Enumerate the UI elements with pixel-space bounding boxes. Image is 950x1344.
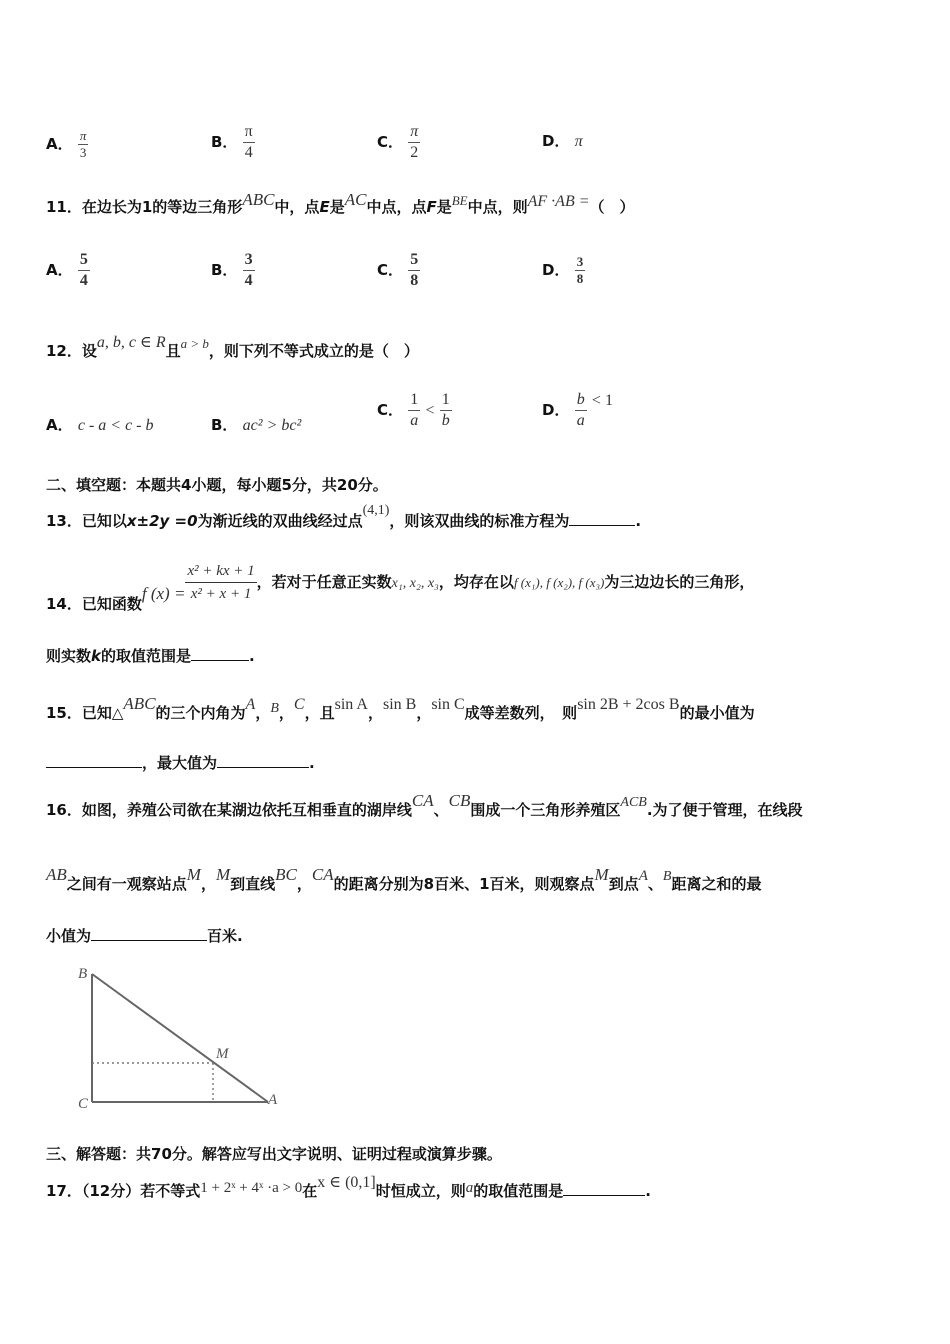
text: 到直线: [230, 875, 276, 893]
text: 15．已知△: [46, 704, 124, 722]
math: x₁, x₂, x₃: [391, 576, 439, 591]
denominator: 4: [79, 272, 88, 289]
option-label: B．: [211, 133, 238, 151]
math: CB: [448, 791, 471, 810]
numerator: 1: [408, 390, 420, 411]
text: 的三个内角为: [155, 704, 246, 722]
q14-line2: [46, 645, 255, 666]
math: sin C: [431, 696, 465, 713]
q10-option-d: [542, 130, 583, 151]
text: ，且: [304, 704, 335, 722]
q12-option-b: [211, 414, 301, 435]
option-label: A．: [46, 261, 73, 279]
option-label: A．: [46, 416, 73, 434]
side-ab: [92, 974, 268, 1102]
math: BE: [451, 193, 468, 208]
math-var: F: [426, 198, 437, 216]
text: 小值为: [46, 927, 92, 945]
fraction: [408, 390, 420, 431]
option-label: D．: [542, 132, 570, 150]
text: ，: [296, 875, 312, 893]
answer-blank[interactable]: [91, 926, 207, 941]
text: 成等差数列， 则: [464, 704, 578, 722]
text: 中，点: [274, 198, 320, 216]
math: M: [186, 865, 201, 884]
text: 、: [433, 801, 449, 819]
text: 围成一个三角形养殖区: [470, 801, 621, 819]
denominator: a: [410, 412, 419, 429]
text: 11．在边长为1的等边三角形: [46, 198, 243, 216]
text: ，: [416, 704, 432, 722]
option-label: C．: [377, 401, 404, 419]
option-label: B．: [211, 416, 238, 434]
option-label: C．: [377, 261, 404, 279]
triangle-figure: [70, 960, 290, 1120]
text: ，则下列不等式成立的是（ ）: [208, 342, 419, 360]
fraction: [243, 122, 255, 163]
option-label: C．: [377, 133, 404, 151]
option-label: D．: [542, 401, 570, 419]
text: 16．如图，养殖公司欲在某湖边依托互相垂直的湖岸线: [46, 801, 412, 819]
text: 14．已知函数: [46, 595, 142, 613]
math: A: [638, 868, 648, 884]
math: C: [293, 696, 305, 713]
math: (4,1): [362, 503, 390, 518]
text: 是: [436, 198, 452, 216]
numerator: 3: [243, 250, 255, 271]
text: 时恒成立，则: [375, 1182, 466, 1200]
section-heading: 三、解答题：共70分。解答应写出文字说明、证明过程或演算步骤。: [46, 1145, 502, 1163]
q12-option-d: [542, 390, 613, 431]
answer-blank[interactable]: [569, 511, 635, 526]
numerator: 1: [440, 390, 452, 411]
math-var: a: [465, 1180, 474, 1196]
denominator: 3: [79, 145, 87, 160]
operator: <: [425, 402, 435, 419]
text: 则实数: [46, 647, 92, 665]
text: .: [645, 1182, 651, 1200]
math-var: E: [319, 198, 330, 216]
numerator: π: [79, 128, 87, 143]
text: ，: [367, 704, 383, 722]
math: sin B: [382, 696, 417, 713]
text: 的取值范围是: [473, 1182, 564, 1200]
fraction: [78, 250, 90, 291]
text: 百米.: [207, 927, 243, 945]
text: ，: [255, 704, 271, 722]
denominator: x² + x + 1: [190, 586, 252, 602]
numerator: x² + kx + 1: [185, 560, 256, 583]
label-b: B: [78, 966, 88, 982]
math: AF ·AB =: [527, 193, 590, 210]
q11-option-d: [542, 254, 585, 287]
numerator: b: [575, 390, 587, 411]
answer-blank[interactable]: [563, 1181, 645, 1196]
fraction: [408, 122, 420, 163]
q11-option-a: [46, 250, 90, 291]
math: A: [245, 696, 256, 713]
text: .: [635, 512, 642, 530]
label-a: A: [268, 1092, 278, 1108]
fraction: [575, 254, 586, 287]
text: 的取值范围是: [101, 647, 192, 665]
option-label: D．: [542, 261, 570, 279]
q11-option-b: [211, 250, 255, 291]
label-m: M: [216, 1046, 229, 1062]
math: f (x₁), f (x₂), f (x₃): [513, 575, 605, 590]
text: ，若对于任意正实数: [256, 573, 392, 591]
option-value: c - a < c - b: [77, 417, 154, 434]
q13-stem: [46, 503, 642, 531]
q10-option-b: [211, 122, 255, 163]
text: 17．（12分）若不等式: [46, 1182, 201, 1200]
text: 到点: [608, 875, 639, 893]
math: ABC: [123, 694, 156, 713]
q16-line3: [46, 925, 243, 946]
math-var: k: [91, 647, 101, 665]
text: 为三边边长的三角形，: [604, 573, 755, 591]
answer-blank[interactable]: [191, 646, 249, 661]
math: B: [270, 701, 279, 716]
denominator: 8: [410, 272, 419, 289]
denominator: 4: [244, 272, 253, 289]
denominator: 4: [244, 144, 253, 161]
math: x±2y =0: [126, 512, 198, 530]
math: AC: [344, 190, 367, 209]
text: 且: [165, 342, 181, 360]
answer-blank[interactable]: [46, 753, 142, 768]
fraction: [440, 390, 452, 431]
text: ，: [278, 704, 294, 722]
text: 12．设: [46, 342, 97, 360]
numerator: 5: [408, 250, 420, 271]
fraction: [78, 128, 89, 161]
math: a, b, c ∈ R: [96, 334, 166, 351]
q14-stem: [46, 560, 755, 613]
label-c: C: [78, 1096, 89, 1112]
q12-option-c: [377, 390, 452, 431]
operator: < 1: [591, 392, 613, 409]
math: ACB: [620, 795, 647, 810]
text: 的最小值为: [679, 704, 755, 722]
text: ，则该双曲线的标准方程为: [389, 512, 570, 530]
math: sin 2B + 2cos B: [577, 696, 680, 713]
q16-line2: [46, 865, 762, 894]
numerator: 3: [576, 254, 584, 269]
option-label: B．: [211, 261, 238, 279]
numerator: π: [408, 122, 420, 143]
numerator: 5: [78, 250, 90, 271]
math: B: [662, 869, 672, 884]
math: f (x) =: [141, 584, 186, 603]
denominator: a: [576, 412, 585, 429]
text: 在: [302, 1182, 318, 1200]
math: M: [215, 865, 231, 884]
q12-stem: [46, 334, 419, 361]
denominator: b: [441, 412, 450, 429]
text: 、: [647, 875, 663, 893]
math: sin A: [334, 696, 368, 713]
text: 是: [329, 198, 345, 216]
math: ABC: [242, 190, 275, 209]
fraction: [408, 250, 420, 291]
math: AB: [46, 865, 67, 884]
text: 之间有一观察站点: [66, 875, 187, 893]
math: CA: [311, 865, 334, 884]
q11-option-c: [377, 250, 420, 291]
q16-stem: [46, 791, 803, 820]
q15-stem: [46, 694, 755, 723]
q12-option-a: [46, 414, 154, 435]
text: 中点，点: [366, 198, 427, 216]
numerator: π: [243, 122, 255, 143]
text: ，最大值为: [142, 754, 218, 772]
q11-stem: [46, 190, 635, 217]
q15-line2: [46, 752, 315, 773]
text: .: [249, 647, 255, 665]
text: 中点，则: [467, 198, 528, 216]
text: （ ）: [589, 198, 635, 216]
math: CA: [411, 791, 434, 810]
text: 距离之和的最: [671, 875, 762, 893]
q10-option-c: [377, 122, 420, 163]
fraction: [185, 560, 256, 605]
text: ，均存在以: [438, 573, 514, 591]
math: a > b: [180, 336, 209, 351]
fraction: [575, 390, 587, 431]
text: 13．已知以: [46, 512, 127, 530]
text: .为了便于管理，在线段: [646, 801, 803, 819]
text: ，: [200, 875, 216, 893]
denominator: 8: [576, 271, 584, 286]
text: 为渐近线的双曲线经过点: [197, 512, 363, 530]
text: 的距离分别为8百米、1百米，则观察点: [333, 875, 595, 893]
math: x ∈ (0,1]: [317, 1174, 376, 1191]
fraction: [243, 250, 255, 291]
answer-blank[interactable]: [217, 753, 309, 768]
math: BC: [275, 865, 297, 884]
option-value: ac² > bc²: [242, 417, 302, 434]
text: .: [309, 754, 315, 772]
option-label: A．: [46, 135, 73, 153]
option-value: π: [574, 133, 583, 150]
denominator: 2: [410, 144, 419, 161]
q17-stem: [46, 1174, 651, 1201]
section-heading: 二、填空题：本题共4小题，每小题5分，共20分。: [46, 476, 388, 494]
math: M: [594, 865, 609, 884]
math: 1 + 2ˣ + 4ˣ ·a > 0: [200, 1180, 303, 1196]
q10-option-a: [46, 128, 88, 161]
